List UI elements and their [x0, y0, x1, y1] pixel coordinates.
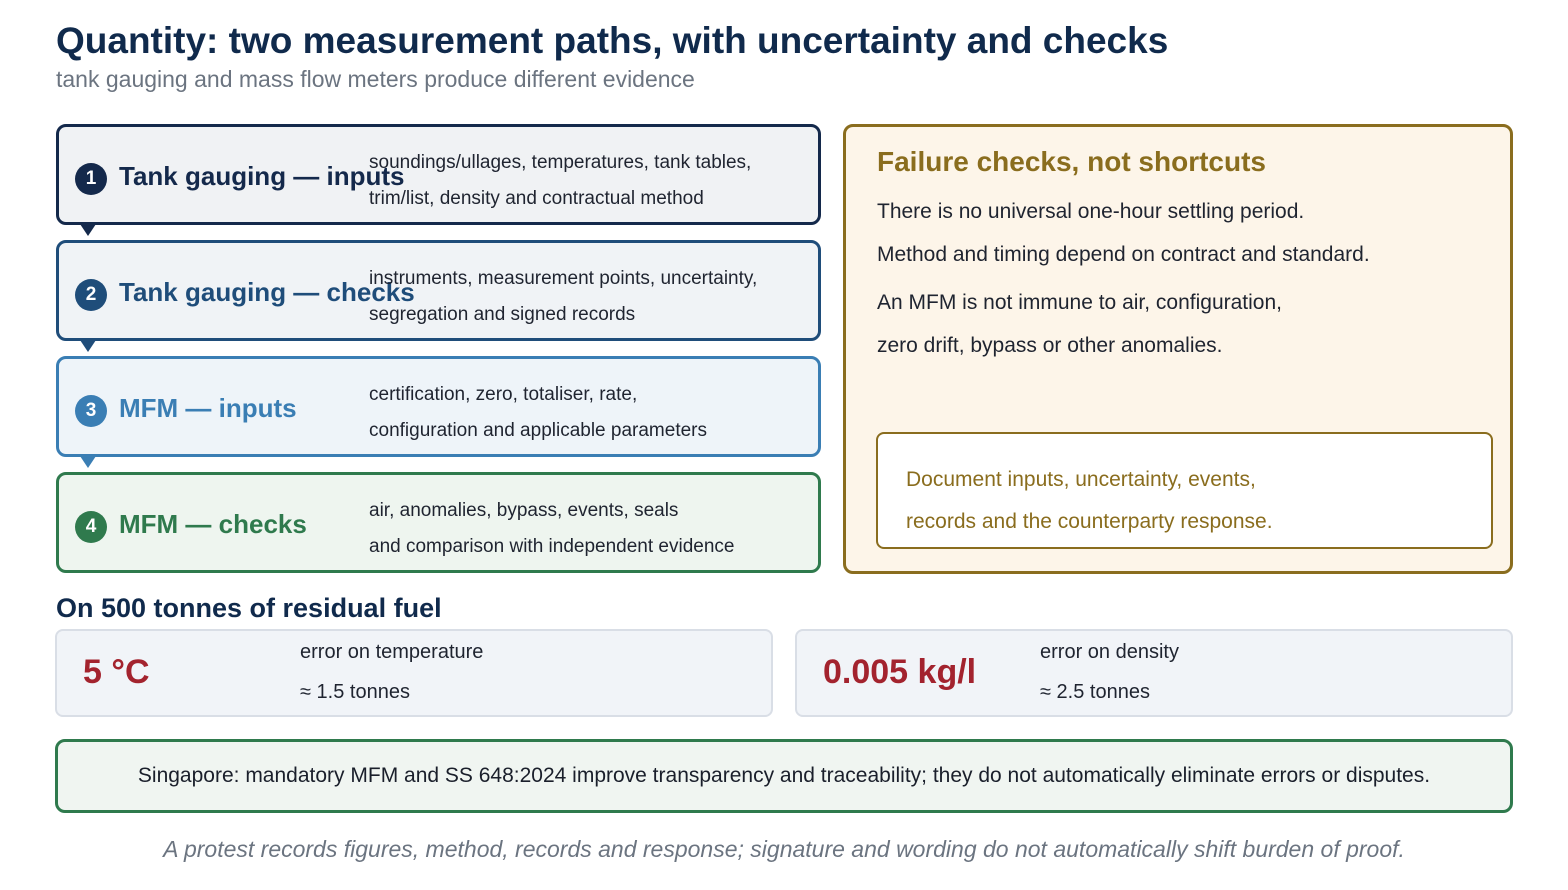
failure-checks-line: There is no universal one-hour settling period. — [877, 200, 1305, 223]
callout-line: Document inputs, uncertainty, events, — [906, 468, 1256, 491]
step-description — [369, 145, 751, 217]
step-description-line: configuration and applicable parameters — [369, 420, 707, 441]
step-mfm-inputs — [56, 356, 821, 457]
step-description — [369, 377, 707, 449]
failure-checks-callout — [876, 432, 1493, 549]
metric-value: 0.005 kg/l — [823, 653, 977, 691]
step-description-line: trim/list, density and contractual method — [369, 188, 704, 209]
step-description — [369, 261, 757, 333]
step-number-badge: 4 — [75, 511, 107, 543]
flow-arrow-down-icon — [80, 456, 96, 468]
failure-checks-line: An MFM is not immune to air, configuration, — [877, 291, 1282, 314]
step-number-badge: 2 — [75, 279, 107, 311]
failure-checks-line: Method and timing depend on contract and standard. — [877, 243, 1370, 266]
singapore-note-box — [55, 739, 1513, 813]
flow-arrow-down-icon — [80, 340, 96, 352]
step-label: Tank gauging — inputs — [119, 161, 405, 191]
callout-line: records and the counterparty response. — [906, 510, 1273, 533]
step-description — [369, 493, 734, 565]
footer-caption: A protest records figures, method, records and response; signature and wording do not automatically shift burden of proof. — [163, 836, 1405, 862]
metric-value: 5 °C — [83, 653, 150, 691]
example-title: On 500 tonnes of residual fuel — [56, 593, 442, 623]
failure-checks-title: Failure checks, not shortcuts — [877, 146, 1266, 177]
step-label: MFM — inputs — [119, 393, 297, 423]
step-label: MFM — checks — [119, 509, 307, 539]
step-description-line: soundings/ullages, temperatures, tank tables, — [369, 152, 752, 173]
step-tank-gauging-checks — [56, 240, 821, 341]
step-description-line: air, anomalies, bypass, events, seals — [369, 500, 679, 521]
step-description-line: segregation and signed records — [369, 304, 636, 325]
failure-checks-line: zero drift, bypass or other anomalies. — [877, 334, 1223, 357]
failure-checks-panel — [843, 124, 1513, 574]
metric-density-error — [795, 629, 1513, 717]
page-title: Quantity: two measurement paths, with uncertainty and checks — [56, 20, 1169, 61]
step-number-badge: 1 — [75, 163, 107, 195]
metric-temperature-error — [55, 629, 773, 717]
step-description-line: instruments, measurement points, uncertainty, — [369, 268, 758, 289]
metric-label: error on density — [1040, 641, 1179, 663]
flow-arrow-down-icon — [80, 224, 96, 236]
metric-result: ≈ 2.5 tonnes — [1040, 681, 1150, 703]
singapore-note-text: Singapore: mandatory MFM and SS 648:2024 improve transparency and traceability; they do not automatically eliminate errors or disputes. — [137, 764, 1431, 787]
step-tank-gauging-inputs — [56, 124, 821, 225]
step-number-badge: 3 — [75, 395, 107, 427]
page-subtitle: tank gauging and mass flow meters produce different evidence — [56, 66, 695, 92]
metric-result: ≈ 1.5 tonnes — [300, 681, 410, 703]
step-mfm-checks — [56, 472, 821, 573]
metric-label: error on temperature — [300, 641, 484, 663]
step-label: Tank gauging — checks — [119, 277, 415, 307]
step-description-line: certification, zero, totaliser, rate, — [369, 384, 638, 405]
step-description-line: and comparison with independent evidence — [369, 536, 735, 557]
